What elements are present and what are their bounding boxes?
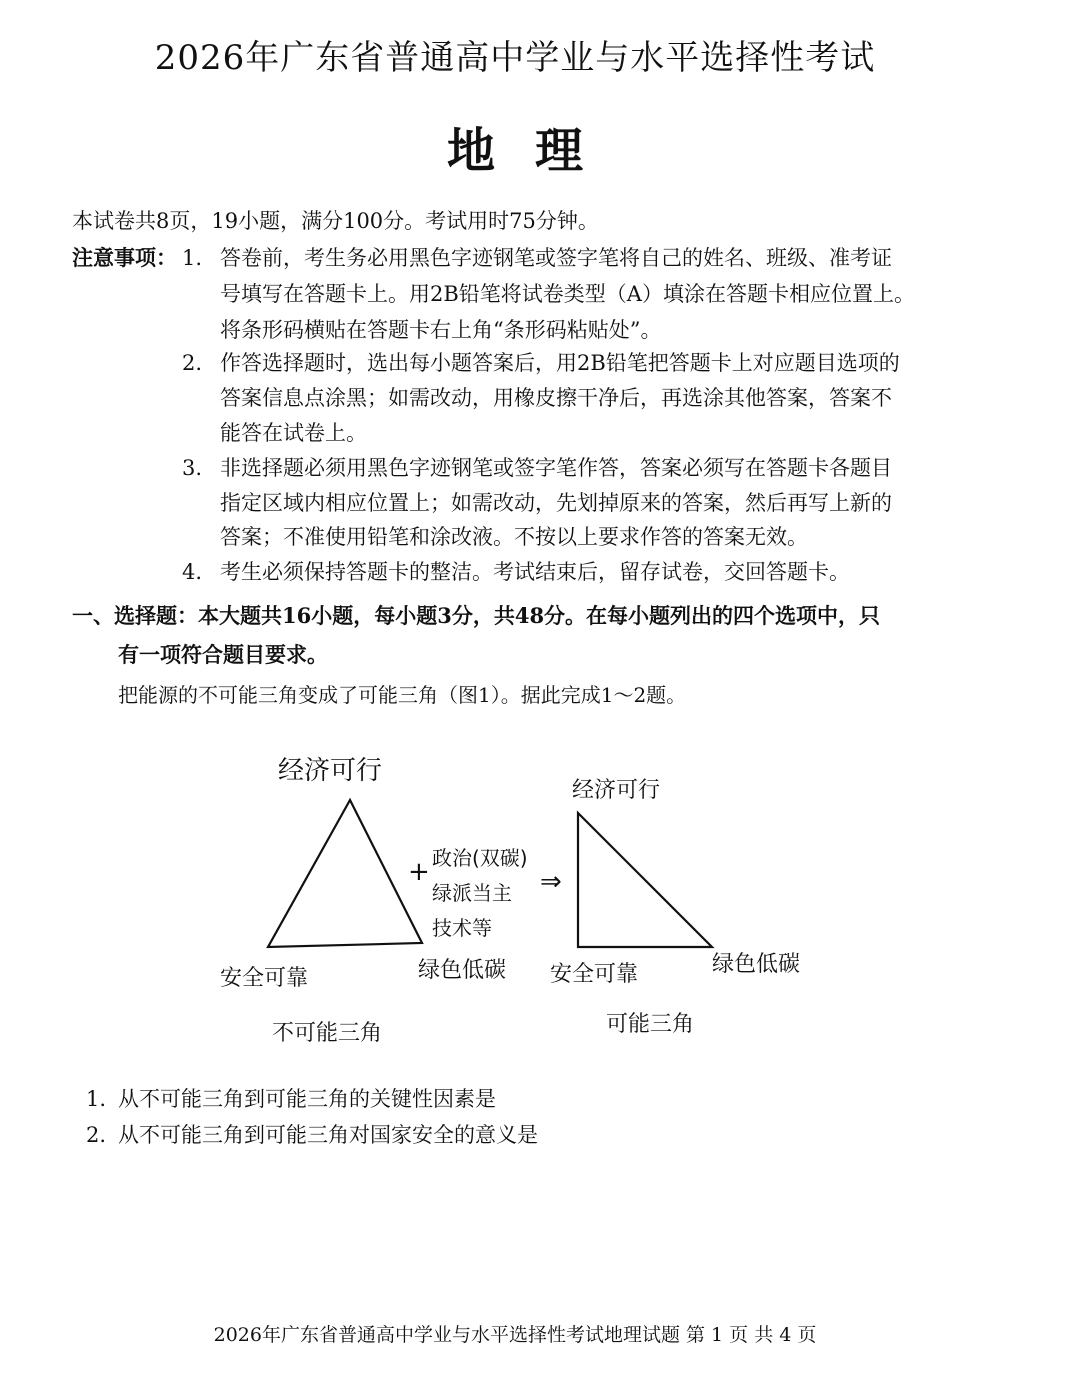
notice-item-4-line-1: 考生必须保持答题卡的整洁。考试结束后，留存试卷，交回答题卡。 (220, 560, 850, 584)
impossible-triangle-shape (268, 800, 422, 947)
exam-intro: 本试卷共8页，19小题，满分100分。考试用时75分钟。 (72, 209, 599, 233)
figure-energy-triangles (210, 735, 830, 1065)
notice-item-1-number: 1. (182, 246, 203, 270)
question-2-number: 2. (86, 1123, 107, 1147)
plus-sign: + (408, 857, 430, 887)
question-1-text: 从不可能三角到可能三角的关键性因素是 (118, 1087, 496, 1111)
right-triangle-left-label: 安全可靠 (550, 962, 639, 987)
right-triangle-caption: 可能三角 (606, 1012, 695, 1037)
middle-line-2: 绿派当主 (432, 881, 512, 905)
notice-item-1-line-2: 号填写在答题卡上。用2B铅笔将试卷类型（A）填涂在答题卡相应位置上。 (220, 282, 915, 306)
notice-item-1-line-1: 答卷前，考生务必用黑色字迹钢笔或签字笔将自己的姓名、班级、准考证 (220, 246, 892, 270)
right-triangle-right-label: 绿色低碳 (712, 952, 801, 977)
exam-title: 2026年广东省普通高中学业与水平选择性考试 (154, 38, 876, 78)
notice-item-2-number: 2. (182, 351, 203, 375)
middle-line-3: 技术等 (432, 916, 492, 940)
notice-item-3-line-3: 答案；不准使用铅笔和涂改液。不按以上要求作答的答案无效。 (220, 525, 808, 549)
page-footer: 2026年广东省普通高中学业与水平选择性考试地理试题 第 1 页 共 4 页 (213, 1324, 817, 1346)
section-1-heading-line-2: 有一项符合题目要求。 (118, 642, 328, 667)
left-triangle-top-label: 经济可行 (278, 756, 383, 786)
possible-triangle-shape (578, 813, 712, 947)
figure-canvas (210, 735, 830, 1065)
middle-line-1: 政治(双碳) (432, 846, 528, 870)
notice-label: 注意事项： (72, 245, 177, 270)
section-1-heading-line-1: 一、选择题：本大题共16小题，每小题3分，共48分。在每小题列出的四个选项中，只 (72, 603, 881, 628)
notice-item-2-line-1: 作答选择题时，选出每小题答案后，用2B铅笔把答题卡上对应题目选项的 (220, 351, 900, 375)
transform-arrow: ⇒ (540, 867, 562, 897)
right-triangle-top-label: 经济可行 (572, 778, 661, 803)
notice-item-2-line-2: 答案信息点涂黑；如需改动，用橡皮擦干净后，再选涂其他答案，答案不 (220, 386, 892, 410)
notice-item-3-line-2: 指定区域内相应位置上；如需改动，先划掉原来的答案，然后再写上新的 (220, 491, 892, 515)
notice-item-3-number: 3. (182, 456, 203, 480)
notice-item-4-number: 4. (182, 560, 203, 584)
left-triangle-right-label: 绿色低碳 (418, 958, 507, 983)
left-triangle-caption: 不可能三角 (272, 1021, 383, 1046)
section-1-prompt: 把能源的不可能三角变成了可能三角（图1）。据此完成1～2题。 (118, 683, 687, 707)
notice-item-3-line-1: 非选择题必须用黑色字迹钢笔或签字笔作答，答案必须写在答题卡各题目 (220, 456, 892, 480)
question-1-number: 1. (86, 1087, 107, 1111)
subject-title: 地理 (446, 123, 623, 179)
notice-item-1-line-3: 将条形码横贴在答题卡右上角“条形码粘贴处”。 (220, 318, 662, 342)
left-triangle-left-label: 安全可靠 (220, 966, 309, 991)
notice-item-2-line-3: 能答在试卷上。 (220, 421, 367, 445)
question-2-text: 从不可能三角到可能三角对国家安全的意义是 (118, 1123, 538, 1147)
